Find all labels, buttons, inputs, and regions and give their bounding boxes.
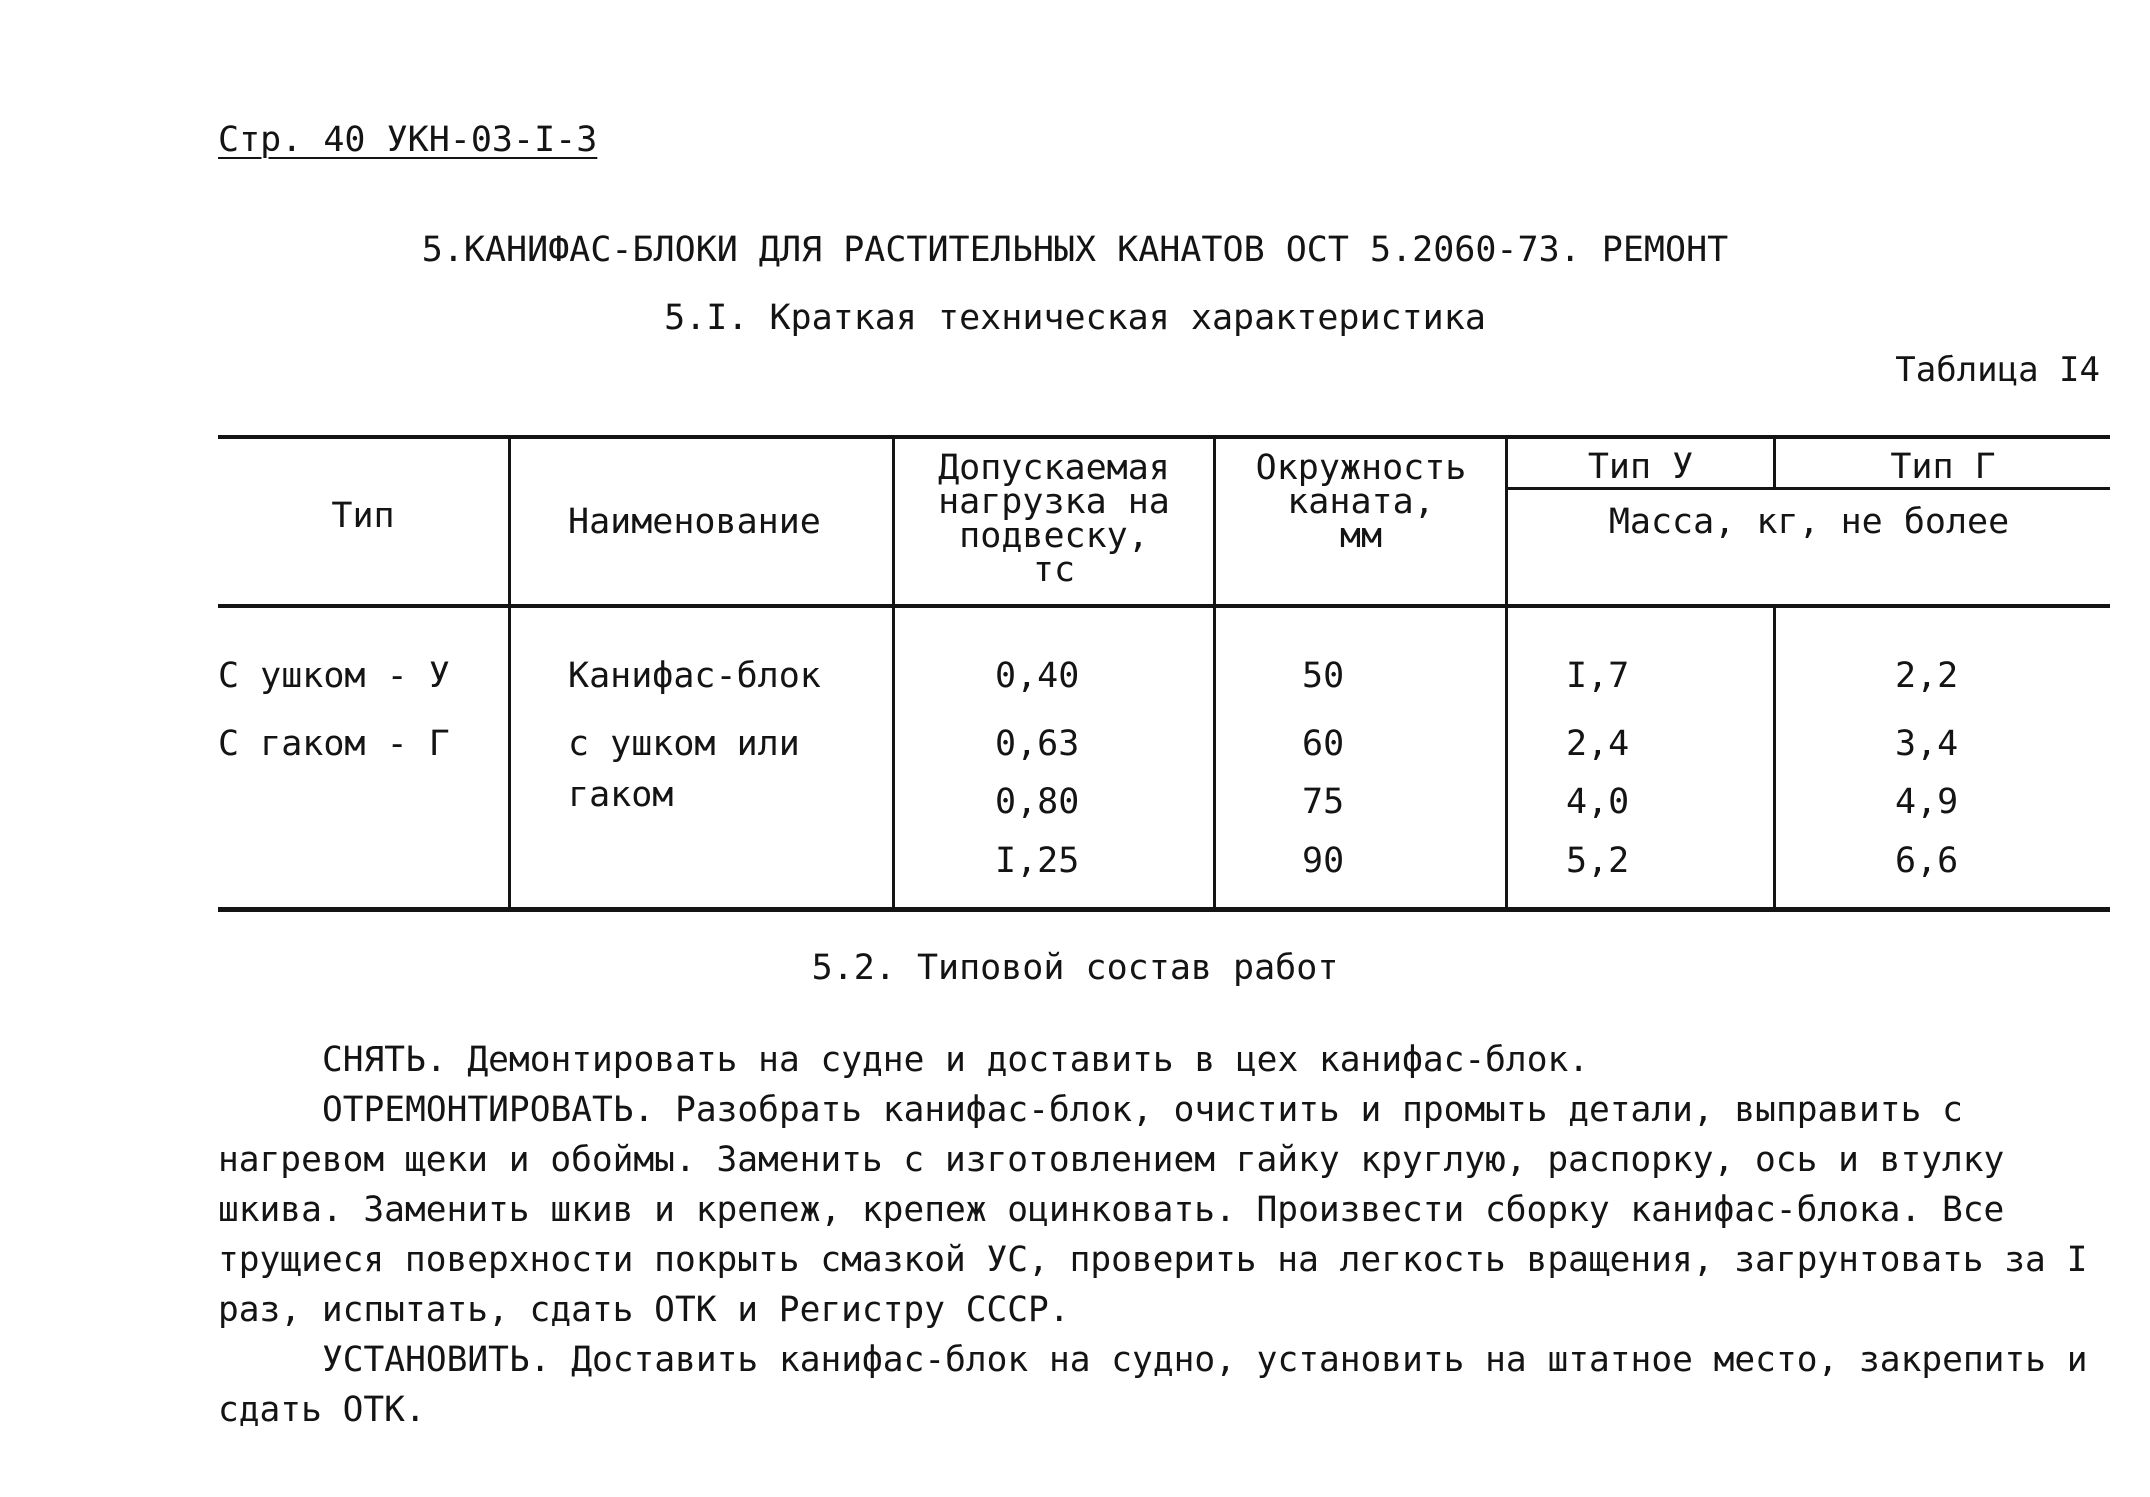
table-top-rule <box>218 435 2110 439</box>
paragraph-remove: СНЯТЬ. Демонтировать на судне и доставить в цех канифас-блок. <box>322 1040 1590 1080</box>
header-type-g: Тип Г <box>1890 447 1996 487</box>
spec-table <box>218 435 2110 915</box>
header-load-line: Допускаемая <box>938 448 1170 488</box>
page-reference: Стр. 40 УКН-03-I-3 <box>218 120 598 160</box>
col-divider <box>1773 608 1776 911</box>
table-bottom-rule <box>218 907 2110 912</box>
header-circumference <box>1216 448 1506 556</box>
header-load-line: тс <box>1032 550 1076 590</box>
load-cell: 0,40 <box>995 656 1080 696</box>
header-circ-line: Окружность <box>1255 448 1467 488</box>
section-title: 5.КАНИФАС-БЛОКИ ДЛЯ РАСТИТЕЛЬНЫХ КАНАТОВ ОСТ 5.2060-73. РЕМОНТ <box>421 230 1729 270</box>
col-divider <box>508 435 511 911</box>
load-cell: I,25 <box>995 841 1080 881</box>
header-load-line: нагрузка на <box>938 482 1170 522</box>
mass-u-cell: 2,4 <box>1566 724 1630 764</box>
mass-u-cell: I,7 <box>1566 656 1630 696</box>
subsection-title-works: 5.2. Типовой состав работ <box>811 948 1339 988</box>
table-header-rule <box>218 604 2110 608</box>
name-cell: гаком <box>568 775 674 815</box>
circ-cell: 75 <box>1302 782 1345 822</box>
header-mass: Масса, кг, не более <box>1608 502 2010 542</box>
table-subheader-rule <box>1505 487 2110 490</box>
table-number: Таблица I4 <box>1895 350 2100 390</box>
circ-cell: 90 <box>1302 841 1345 881</box>
header-load <box>895 448 1213 590</box>
subsection-title: 5.I. Краткая техническая характеристика <box>664 298 1486 338</box>
type-cell: С гаком - Г <box>218 724 450 764</box>
circ-cell: 50 <box>1302 656 1345 696</box>
header-circ-line: каната, <box>1287 482 1435 522</box>
header-type-u: Тип У <box>1587 447 1694 487</box>
mass-g-cell: 3,4 <box>1895 724 1959 764</box>
name-cell: с ушком или <box>568 724 800 764</box>
circ-cell: 60 <box>1302 724 1345 764</box>
mass-u-cell: 4,0 <box>1566 782 1630 822</box>
type-cell: С ушком - У <box>218 656 450 696</box>
mass-g-cell: 2,2 <box>1895 656 1959 696</box>
load-cell: 0,63 <box>995 724 1080 764</box>
header-circ-line: мм <box>1339 516 1383 556</box>
header-type: Тип <box>331 496 395 536</box>
mass-g-cell: 4,9 <box>1895 782 1959 822</box>
load-cell: 0,80 <box>995 782 1080 822</box>
mass-u-cell: 5,2 <box>1566 841 1630 881</box>
mass-g-cell: 6,6 <box>1895 841 1959 881</box>
paragraph-install: УСТАНОВИТЬ. Доставить канифас-блок на судно, установить на штатное место, закрепить и сдать ОТК. <box>218 1340 2088 1430</box>
paragraph-repair: ОТРЕМОНТИРОВАТЬ. Разобрать канифас-блок, очистить и промыть детали, выправить с нагревом щеки и обоймы. Заменить с изготовлением гайку круглую, распорку, ось и втулку шкива. Заменить шкив и крепеж, крепеж оцинковать. Произвести сборку канифас-блока. Все трущиеся поверхности покрыть смазкой УС, проверить на легкость вращения, загрунтовать за I раз, испытать, сдать ОТК и Регистру СССР. <box>218 1090 2088 1330</box>
header-name: Наименование <box>568 502 821 542</box>
header-load-line: подвеску, <box>959 516 1149 556</box>
name-cell: Канифас-блок <box>568 656 821 696</box>
